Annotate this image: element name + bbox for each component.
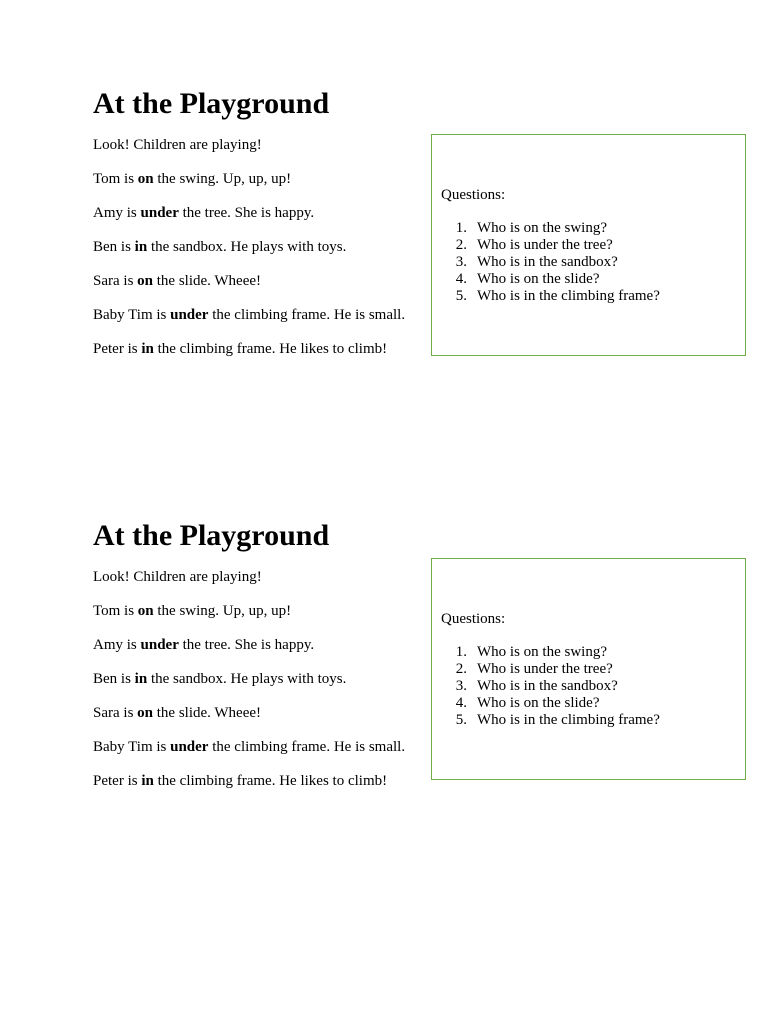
story-line — [93, 238, 428, 257]
story-line-text: the sandbox. He plays with toys. — [147, 671, 347, 687]
story-line-text: Baby Tim is — [93, 307, 171, 323]
story-text — [93, 568, 428, 806]
question-number: 2. — [455, 237, 467, 253]
story-line-preposition: under — [140, 637, 179, 653]
story-line-text: the tree. She is happy. — [178, 637, 315, 653]
question-number: 3. — [455, 678, 467, 694]
question-text: Who is under the tree? — [477, 661, 613, 677]
story-line-preposition: on — [137, 273, 154, 289]
story-line — [93, 170, 428, 189]
story-line-text: Look! Children are playing! — [93, 569, 262, 585]
story-line — [93, 306, 428, 325]
story-line — [93, 704, 428, 723]
question-number: 5. — [455, 288, 467, 304]
story-line-preposition: on — [137, 705, 154, 721]
story-line-text: Tom is — [93, 603, 138, 619]
questions-box — [431, 134, 746, 356]
story-line-preposition: in — [134, 239, 148, 255]
story-line-text: Ben is — [93, 671, 135, 687]
story-line — [93, 670, 428, 689]
story-line-text: Amy is — [93, 205, 141, 221]
question-item — [441, 220, 660, 237]
story-line-text: Look! Children are playing! — [93, 137, 262, 153]
story-line-preposition: in — [134, 671, 148, 687]
question-text: Who is in the sandbox? — [477, 678, 618, 694]
story-line-text: the swing. Up, up, up! — [153, 171, 292, 187]
story-line-text: Baby Tim is — [93, 739, 171, 755]
questions-label: Questions: — [441, 611, 506, 627]
question-number: 1. — [455, 220, 467, 236]
question-item — [441, 644, 660, 661]
question-text: Who is on the swing? — [477, 220, 607, 236]
question-item — [441, 288, 660, 305]
story-line — [93, 568, 428, 587]
question-text: Who is on the slide? — [477, 271, 600, 287]
story-text — [93, 136, 428, 374]
story-line-preposition: on — [137, 603, 154, 619]
story-line-text: the climbing frame. He is small. — [208, 307, 406, 323]
worksheet-section-1 — [93, 86, 753, 357]
story-line — [93, 136, 428, 155]
question-number: 5. — [455, 712, 467, 728]
story-line-text: Ben is — [93, 239, 135, 255]
question-item — [441, 237, 660, 254]
story-line-text: the climbing frame. He is small. — [208, 739, 406, 755]
question-number: 3. — [455, 254, 467, 270]
question-item — [441, 695, 660, 712]
story-line-preposition: under — [170, 307, 209, 323]
story-line — [93, 738, 428, 757]
question-text: Who is in the climbing frame? — [477, 288, 660, 304]
page-title: At the Playground — [93, 87, 330, 120]
story-line — [93, 602, 428, 621]
story-line-text: the climbing frame. He likes to climb! — [153, 773, 388, 789]
story-line — [93, 772, 428, 791]
story-line — [93, 636, 428, 655]
questions-list — [441, 220, 660, 305]
question-item — [441, 661, 660, 678]
question-item — [441, 712, 660, 729]
story-line-text: Amy is — [93, 637, 141, 653]
story-line-preposition: in — [141, 341, 154, 357]
story-line — [93, 272, 428, 291]
question-item — [441, 271, 660, 288]
question-number: 1. — [455, 644, 467, 660]
question-text: Who is in the sandbox? — [477, 254, 618, 270]
question-item — [441, 678, 660, 695]
story-line-text: Sara is — [93, 705, 138, 721]
question-number: 4. — [455, 271, 467, 287]
page-title: At the Playground — [93, 519, 330, 552]
story-line-text: the slide. Wheee! — [153, 273, 262, 289]
story-line-text: the slide. Wheee! — [153, 705, 262, 721]
worksheet-section-2 — [93, 518, 753, 789]
story-line-preposition: under — [170, 739, 209, 755]
story-line — [93, 204, 428, 223]
story-line-preposition: in — [141, 773, 154, 789]
story-line-text: the tree. She is happy. — [178, 205, 315, 221]
question-text: Who is in the climbing frame? — [477, 712, 660, 728]
story-line-text: the swing. Up, up, up! — [153, 603, 292, 619]
story-line-text: Sara is — [93, 273, 138, 289]
question-text: Who is under the tree? — [477, 237, 613, 253]
story-line-text: the climbing frame. He likes to climb! — [153, 341, 388, 357]
questions-label: Questions: — [441, 187, 506, 203]
story-line-preposition: on — [137, 171, 154, 187]
questions-box — [431, 558, 746, 780]
story-line-text: Peter is — [93, 773, 142, 789]
story-line-text: the sandbox. He plays with toys. — [147, 239, 347, 255]
story-line — [93, 340, 428, 359]
story-line-text: Peter is — [93, 341, 142, 357]
story-line-preposition: under — [140, 205, 179, 221]
story-line-text: Tom is — [93, 171, 138, 187]
question-item — [441, 254, 660, 271]
question-number: 4. — [455, 695, 467, 711]
questions-list — [441, 644, 660, 729]
question-number: 2. — [455, 661, 467, 677]
question-text: Who is on the swing? — [477, 644, 607, 660]
question-text: Who is on the slide? — [477, 695, 600, 711]
